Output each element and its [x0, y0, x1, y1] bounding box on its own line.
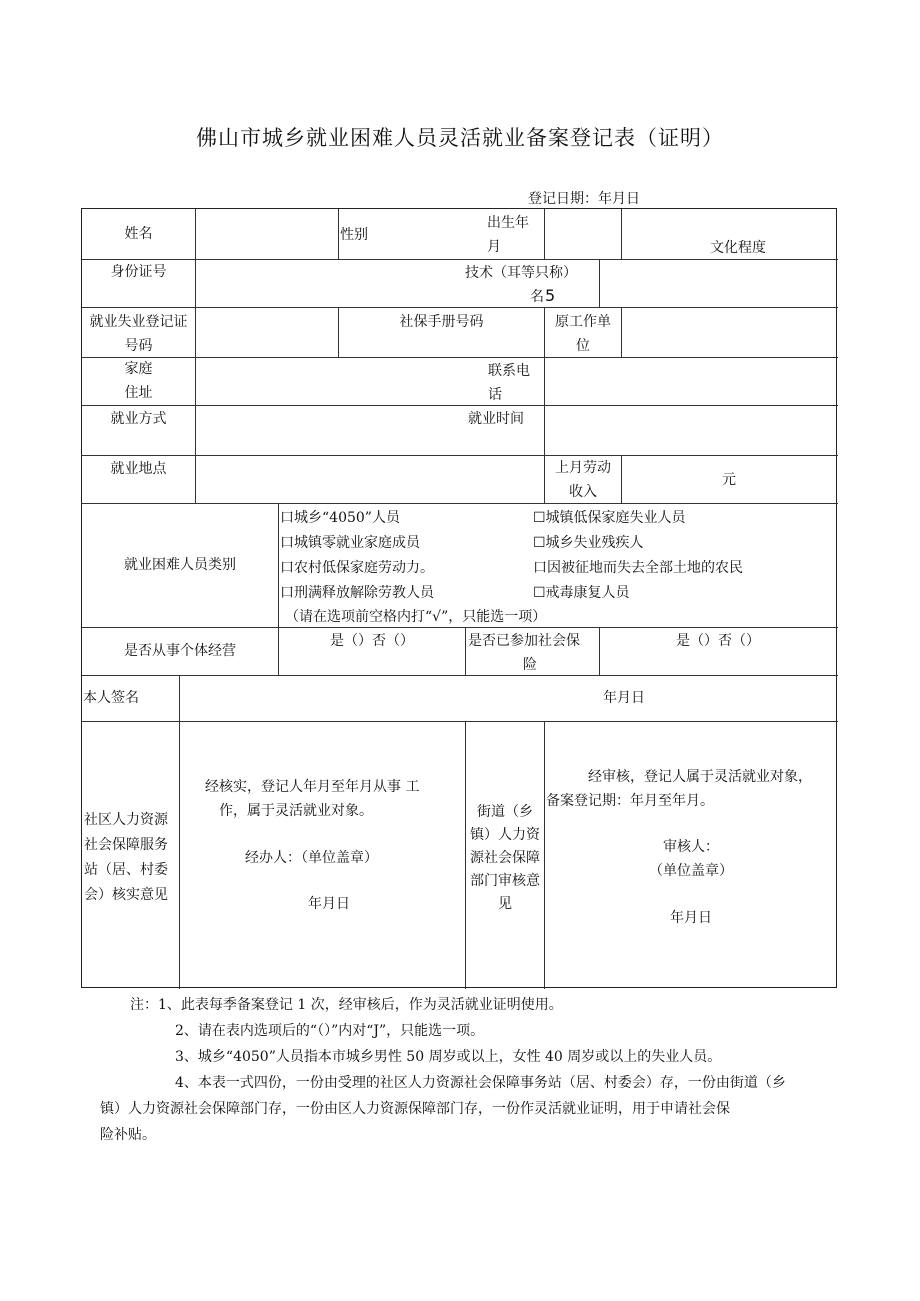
time-label: 就业时间: [468, 411, 524, 427]
insured-label-line1: 是否已参加社会保: [468, 633, 580, 649]
category-option[interactable]: 口农村低保家庭劳动力。: [280, 560, 434, 576]
street-review-label-line: 部门审核意: [470, 873, 540, 889]
self-employed-choice[interactable]: 是（）否（）: [330, 633, 414, 649]
community-review-label-line: 社区人力资源: [84, 812, 168, 828]
row-divider: [82, 721, 838, 722]
community-handler: 经办人：（单位盖章）: [245, 850, 378, 866]
note-4-line1: 4、本表一式四份，一份由受理的社区人力资源社会保障事务站（居、村委会）存，一份由街道（乡: [175, 1075, 786, 1091]
street-review-label-line: 镇）人力资: [470, 827, 540, 843]
tech-label-line2: 名: [530, 289, 544, 305]
note-3: 3、城乡“4050”人员指本市城乡男性 50 周岁或以上，女性 40 周岁或以上的失业人员。: [175, 1049, 722, 1065]
community-review-date: 年月日: [308, 896, 350, 912]
reg-no-label-line1: 就业失业登记证: [89, 314, 188, 330]
income-label-line2: 收入: [569, 484, 597, 500]
income-field[interactable]: [622, 456, 722, 502]
insured-choice[interactable]: 是（）否（）: [676, 633, 760, 649]
income-unit: 元: [722, 472, 736, 488]
signature-field[interactable]: [180, 676, 600, 720]
category-option[interactable]: ☐城镇低保家庭失业人员: [533, 510, 686, 526]
address-field[interactable]: [196, 358, 486, 404]
insured-label-line2: 险: [523, 657, 537, 673]
category-instruction: （请在选项前空格内打“√”，只能选一项）: [285, 609, 547, 625]
street-review-label-line: 源社会保障: [470, 850, 540, 866]
note-1: 注：1、此表每季备案登记 1 次，经审核后，作为灵活就业证明使用。: [130, 997, 563, 1013]
note-2: 2、请在表内选项后的“（）”内对“J”，只能选一项。: [175, 1023, 485, 1039]
address-label-line2: 住址: [124, 385, 153, 401]
birth-label-line1: 出生年: [487, 215, 529, 231]
place-label: 就业地点: [110, 461, 167, 477]
tech-label-line1: 技术（耳等只称）: [465, 265, 577, 281]
community-review-label-line: 社会保障服务: [84, 837, 168, 853]
community-review-text-line2: 作，属于灵活就业对象。: [219, 803, 373, 819]
street-reviewer: 审核人：: [663, 839, 719, 855]
street-review-label-line: 见: [498, 896, 512, 912]
column-divider: [338, 209, 339, 259]
social-book-label: 社保手册号码: [399, 314, 484, 330]
category-option[interactable]: 口刑满释放解除劳教人员: [280, 585, 434, 601]
orig-unit-field[interactable]: [622, 308, 836, 356]
category-label: 就业困难人员类别: [124, 557, 236, 573]
street-review-text-line2: 备案登记期：年月至年月。: [546, 793, 714, 809]
category-option[interactable]: ☐城乡失业残疾人: [533, 535, 644, 551]
category-option[interactable]: ☐戒毒康复人员: [533, 585, 630, 601]
orig-unit-label-line1: 原工作单: [555, 314, 611, 330]
category-option[interactable]: 口城乡“4050”人员: [280, 510, 400, 526]
registration-date: 登记日期：年月日: [528, 191, 640, 207]
row-divider: [82, 503, 838, 504]
time-field[interactable]: [545, 406, 836, 454]
phone-field[interactable]: [545, 358, 836, 404]
footnotes: [100, 992, 850, 1148]
registration-form-table: [81, 208, 837, 988]
street-review-date: 年月日: [670, 910, 712, 926]
gender-label: 性别: [340, 227, 368, 243]
column-divider: [621, 209, 622, 259]
place-field[interactable]: [196, 456, 544, 502]
tech-field[interactable]: [600, 260, 836, 306]
phone-label-line1: 联系电: [488, 363, 530, 379]
address-label-line1: 家庭: [124, 361, 153, 377]
reg-no-field[interactable]: [196, 308, 338, 356]
name-label: 姓名: [124, 226, 153, 242]
column-divider: [179, 675, 180, 989]
street-review-label-line: 街道（乡: [477, 804, 533, 820]
phone-label-line2: 话: [488, 387, 502, 403]
note-4-line2: 镇）人力资源社会保障部门存，一份由区人力资源保障部门存，一份作灵活就业证明，用于申请社会保: [100, 1101, 730, 1117]
social-book-field[interactable]: [462, 332, 544, 356]
birth-field[interactable]: [545, 210, 621, 258]
birth-label-line2: 月: [487, 239, 501, 255]
street-review-text-line1: 经审核，登记人属于灵活就业对象，: [588, 769, 812, 785]
community-review-label-line: 会）核实意见: [84, 887, 168, 903]
community-review-text-line1: 经核实，登记人年月至年月从事 工: [205, 779, 420, 795]
note-4-line3: 险补贴。: [100, 1127, 156, 1143]
self-employed-label: 是否从事个体经营: [124, 643, 236, 659]
community-review-label-line: 站（居、村委: [84, 862, 168, 878]
orig-unit-label-line2: 位: [576, 338, 590, 354]
category-option[interactable]: 口因被征地而失去全部土地的农民: [533, 560, 743, 576]
education-label: 文化程度: [710, 240, 766, 256]
signature-date: 年月日: [603, 690, 645, 706]
signature-label: 本人签名: [83, 690, 139, 706]
column-divider: [465, 627, 466, 675]
category-option[interactable]: 口城镇零就业家庭成员: [280, 535, 420, 551]
reg-no-label-line2: 号码: [124, 338, 153, 354]
page-title: 佛山市城乡就业困难人员灵活就业备案登记表（证明）: [196, 126, 724, 150]
income-label-line1: 上月劳动: [555, 460, 611, 476]
mode-label: 就业方式: [110, 411, 167, 427]
id-field[interactable]: [196, 260, 456, 306]
id-label: 身份证号: [110, 264, 167, 280]
name-field[interactable]: [196, 210, 338, 258]
mode-field[interactable]: [196, 406, 466, 454]
tech-label-digit: 5: [545, 286, 556, 305]
street-seal: （单位盖章）: [649, 863, 733, 879]
